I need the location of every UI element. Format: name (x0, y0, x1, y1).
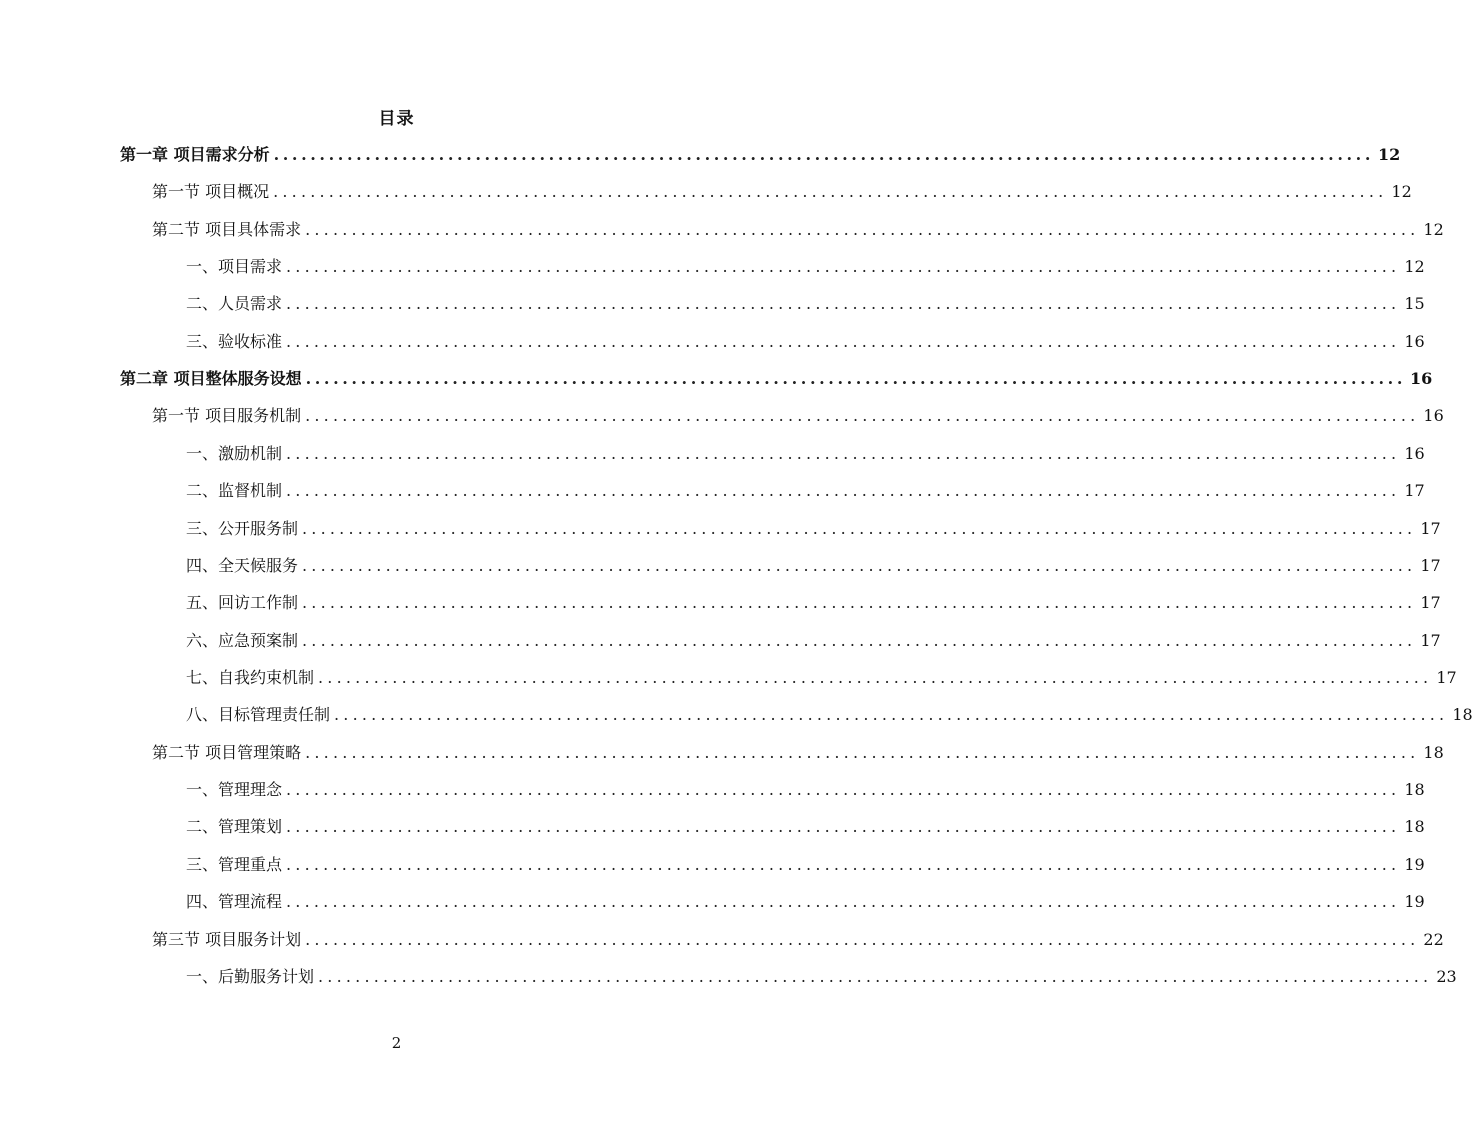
toc-entry-page-number: 15 (1404, 294, 1425, 313)
toc-entry-page-number: 18 (1423, 743, 1444, 762)
toc-entry-page-number: 12 (1378, 145, 1401, 164)
toc-entry[interactable] (186, 963, 1457, 987)
toc-entry-label: 一、管理理念 (186, 780, 283, 799)
toc-dot-leader: ........................................................................................................................ (286, 780, 1401, 799)
toc-entry-label: 第一章 项目需求分析 (120, 145, 270, 164)
toc-entry[interactable] (186, 328, 1425, 352)
toc-dot-leader: ........................................................................................................................ (286, 481, 1401, 500)
toc-entry[interactable] (152, 178, 1412, 202)
toc-entry[interactable] (186, 701, 1473, 725)
toc-entry[interactable] (152, 739, 1444, 763)
toc-entry-page-number: 17 (1420, 593, 1441, 612)
toc-entry-label: 三、管理重点 (186, 855, 283, 874)
toc-dot-leader: ........................................................................................................................ (302, 556, 1417, 575)
toc-dot-leader: ........................................................................................................................ (305, 930, 1420, 949)
toc-entry-label: 三、验收标准 (186, 332, 283, 351)
toc-entry-label: 一、项目需求 (186, 257, 283, 276)
toc-dot-leader: ........................................................................................................................ (286, 817, 1401, 836)
toc-entry-page-number: 18 (1452, 705, 1473, 724)
toc-dot-leader: ........................................................................................................................ (305, 369, 1407, 388)
toc-entry-page-number: 17 (1420, 519, 1441, 538)
toc-entry-label: 八、目标管理责任制 (186, 705, 331, 724)
toc-entry[interactable] (186, 888, 1425, 912)
toc-dot-leader: ........................................................................................................................ (318, 967, 1433, 986)
toc-entry-label: 一、后勤服务计划 (186, 967, 315, 986)
toc-entry[interactable] (186, 477, 1425, 501)
toc-entry[interactable] (186, 552, 1441, 576)
toc-dot-leader: ........................................................................................................................ (302, 519, 1417, 538)
toc-dot-leader: ........................................................................................................................ (286, 855, 1401, 874)
toc-dot-leader: ........................................................................................................................ (286, 332, 1401, 351)
toc-entry-label: 二、人员需求 (186, 294, 283, 313)
toc-dot-leader: ........................................................................................................................ (302, 593, 1417, 612)
toc-entry[interactable] (186, 515, 1441, 539)
toc-entry-page-number: 16 (1404, 332, 1425, 351)
toc-entry[interactable] (120, 141, 1401, 165)
toc-entry[interactable] (186, 776, 1425, 800)
toc-entry-page-number: 16 (1423, 406, 1444, 425)
toc-entry[interactable] (152, 216, 1444, 240)
toc-entry[interactable] (152, 926, 1444, 950)
toc-title: 目录 (378, 109, 415, 129)
toc-entry-page-number: 16 (1410, 369, 1433, 388)
toc-entry-page-number: 12 (1391, 182, 1412, 201)
toc-entry-page-number: 22 (1423, 930, 1444, 949)
toc-dot-leader: ........................................................................................................................ (286, 892, 1401, 911)
toc-entry-label: 一、激励机制 (186, 444, 283, 463)
toc-entry-page-number: 12 (1404, 257, 1425, 276)
toc-entry[interactable] (186, 851, 1425, 875)
toc-entry-page-number: 23 (1436, 967, 1457, 986)
toc-dot-leader: ........................................................................................................................ (302, 631, 1417, 650)
toc-entry-page-number: 18 (1404, 780, 1425, 799)
toc-entry[interactable] (152, 402, 1444, 426)
toc-entry-label: 第一节 项目概况 (152, 182, 270, 201)
toc-entry-label: 第一节 项目服务机制 (152, 406, 302, 425)
toc-entry-label: 第二节 项目管理策略 (152, 743, 302, 762)
toc-entry-label: 第二节 项目具体需求 (152, 220, 302, 239)
toc-entry[interactable] (186, 664, 1457, 688)
toc-dot-leader: ........................................................................................................................ (305, 406, 1420, 425)
toc-entry-page-number: 12 (1423, 220, 1444, 239)
toc-entry[interactable] (186, 290, 1425, 314)
toc-entry-page-number: 19 (1404, 892, 1425, 911)
toc-entry-page-number: 17 (1436, 668, 1457, 687)
toc-entry-label: 四、管理流程 (186, 892, 283, 911)
toc-entry-label: 七、自我约束机制 (186, 668, 315, 687)
toc-entry-label: 四、全天候服务 (186, 556, 299, 575)
toc-entry[interactable] (186, 627, 1441, 651)
toc-entry-label: 三、公开服务制 (186, 519, 299, 538)
toc-dot-leader: ........................................................................................................................ (318, 668, 1433, 687)
toc-entry-page-number: 17 (1420, 631, 1441, 650)
toc-entry-page-number: 17 (1404, 481, 1425, 500)
toc-entry-label: 第二章 项目整体服务设想 (120, 369, 302, 388)
toc-dot-leader: ........................................................................................................................ (286, 444, 1401, 463)
toc-entry-page-number: 19 (1404, 855, 1425, 874)
toc-dot-leader: ........................................................................................................................ (286, 257, 1401, 276)
toc-dot-leader: ........................................................................................................................ (305, 220, 1420, 239)
toc-entry-label: 五、回访工作制 (186, 593, 299, 612)
toc-entry-label: 第三节 项目服务计划 (152, 930, 302, 949)
toc-dot-leader: ........................................................................................................................ (273, 182, 1388, 201)
toc-dot-leader: ........................................................................................................................ (334, 705, 1449, 724)
toc-entry[interactable] (186, 589, 1441, 613)
toc-dot-leader: ........................................................................................................................ (273, 145, 1375, 164)
toc-entry[interactable] (186, 813, 1425, 837)
toc-entry-label: 二、监督机制 (186, 481, 283, 500)
toc-entry-label: 六、应急预案制 (186, 631, 299, 650)
toc-dot-leader: ........................................................................................................................ (305, 743, 1420, 762)
toc-entry-label: 二、管理策划 (186, 817, 283, 836)
toc-entry[interactable] (120, 365, 1433, 389)
toc-entry[interactable] (186, 253, 1425, 277)
toc-entry-page-number: 17 (1420, 556, 1441, 575)
page-number: 2 (391, 1034, 402, 1052)
toc-dot-leader: ........................................................................................................................ (286, 294, 1401, 313)
toc-entry-page-number: 16 (1404, 444, 1425, 463)
toc-entry-page-number: 18 (1404, 817, 1425, 836)
toc-entry[interactable] (186, 440, 1425, 464)
